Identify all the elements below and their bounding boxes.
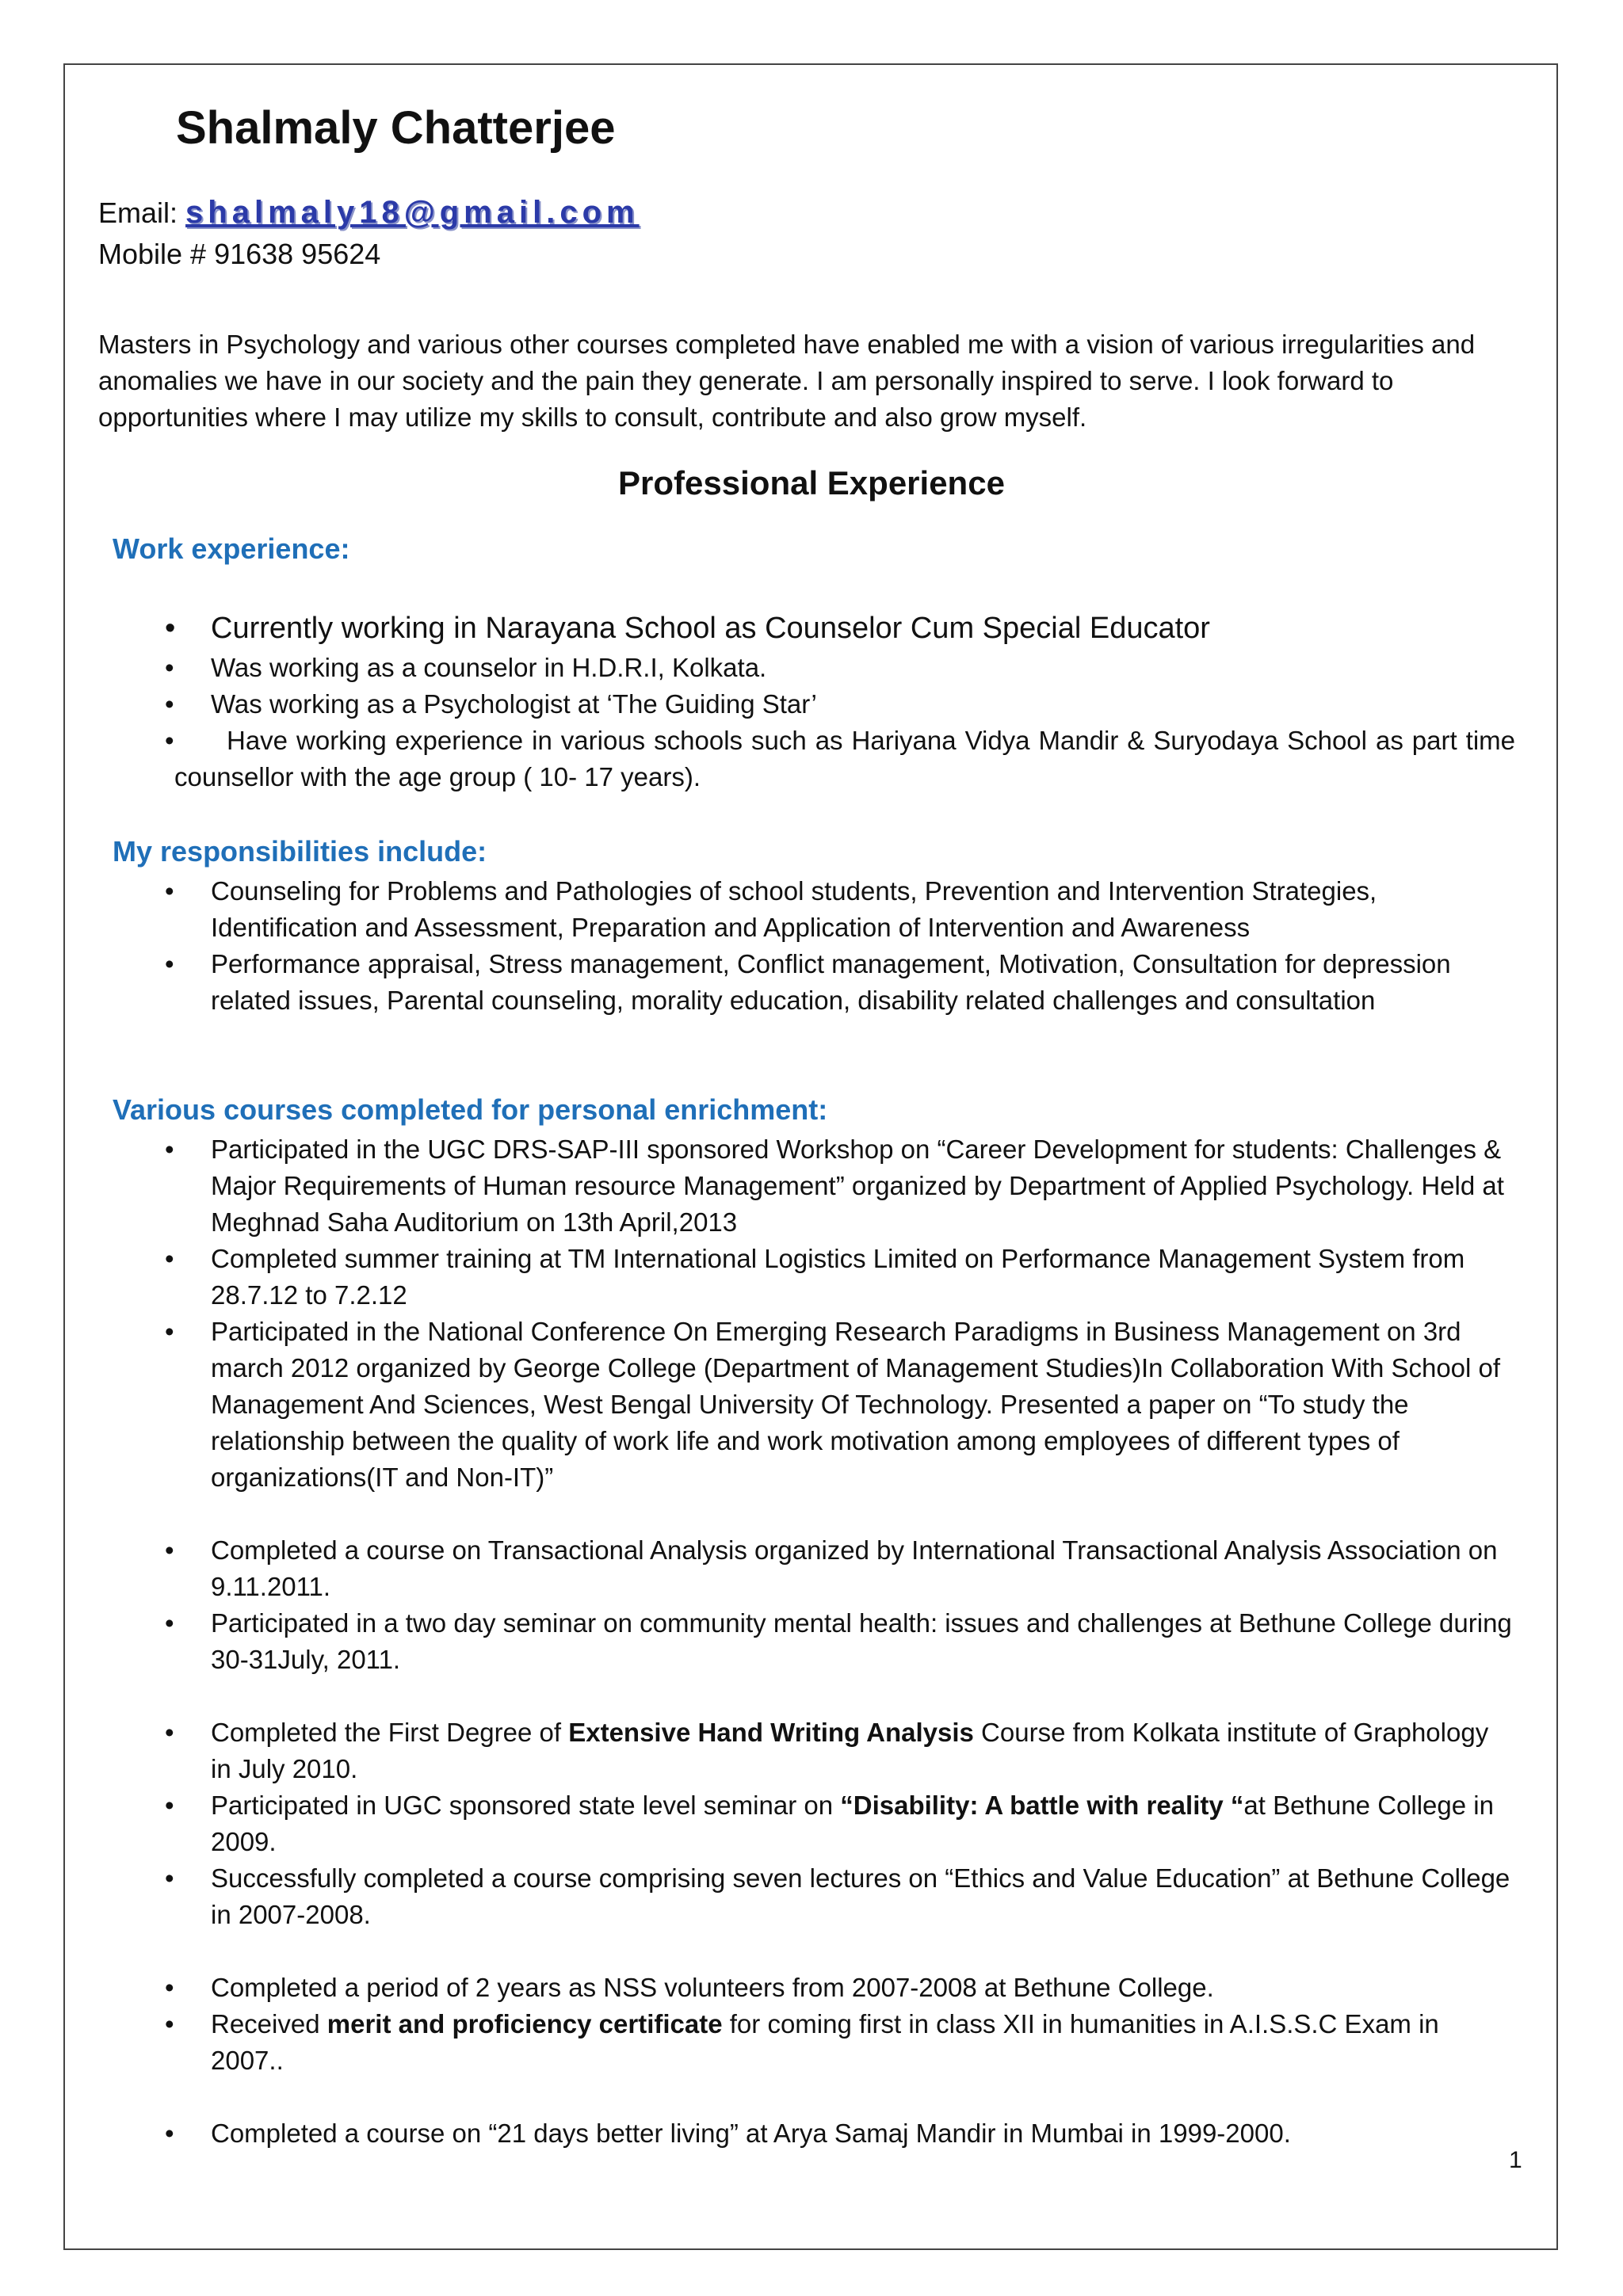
contact-block [98, 192, 640, 275]
courses-heading: Various courses completed for personal enrichment: [113, 1093, 828, 1126]
bullet-icon: • [165, 1863, 174, 1893]
bullet-icon: • [165, 1135, 174, 1164]
responsibilities-list [158, 873, 1515, 1019]
section-title-professional-experience: Professional Experience [618, 464, 1005, 502]
bullet-icon: • [165, 2009, 174, 2039]
bullet-icon: • [165, 653, 174, 682]
bullet-icon: • [165, 1608, 174, 1638]
email-line [98, 192, 640, 234]
list-item: • Was working as a counselor in H.D.R.I, Kolkata. [158, 650, 1515, 686]
list-item: • Completed a period of 2 years as NSS volunteers from 2007-2008 at Bethune College. [158, 1970, 1515, 2006]
list-item: • Participated in UGC sponsored state level seminar on “Disability: A battle with reality “at Bethune College in 2009. [158, 1787, 1515, 1860]
list-spacer [158, 1678, 1515, 1714]
list-item: • Participated in the National Conference On Emerging Research Paradigms in Business Management on 3rd march 2012 organized by George College (Department of Management Studies)In Collaboration With School of Management And Sciences, West Bengal University Of Technology. Presented a paper on “To study the relationship between the quality of work life and work motivation among employees of different types of organizations(IT and Non-IT)” [158, 1314, 1515, 1496]
list-item: • Have working experience in various schools such as Hariyana Vidya Mandir & Suryodaya School as part time counsellor with the age group ( 10- 17 years). [174, 723, 1515, 795]
bullet-icon: • [165, 949, 174, 978]
bullet-icon: • [165, 1973, 174, 2002]
email-link[interactable]: shalmaly18@gmail.com [185, 195, 640, 230]
bullet-icon: • [165, 1535, 174, 1565]
summary-paragraph: Masters in Psychology and various other courses completed have enabled me with a vision of various irregularities and anomalies we have in our society and the pain they generate. I am personally inspired to serve. I look forward to opportunities where I may utilize my skills to consult, contribute and also grow myself. [98, 330, 1476, 432]
list-item: • Participated in the UGC DRS-SAP-III sponsored Workshop on “Career Development for students: Challenges & Major Requirements of Human resource Management” organized by Department of Applied Psychology. Held at Meghnad Saha Auditorium on 13th April,2013 [158, 1131, 1515, 1241]
list-item: • Successfully completed a course comprising seven lectures on “Ethics and Value Education” at Bethune College in 2007-2008. [158, 1860, 1515, 1933]
courses-list [158, 1131, 1515, 2152]
bullet-icon: • [165, 876, 174, 906]
work-experience-list [158, 607, 1515, 795]
list-item: • Completed the First Degree of Extensive Hand Writing Analysis Course from Kolkata institute of Graphology in July 2010. [158, 1714, 1515, 1787]
bullet-icon: • [165, 1718, 174, 1747]
responsibilities-heading: My responsibilities include: [113, 835, 487, 868]
bullet-icon: • [165, 612, 176, 645]
list-spacer [158, 2079, 1515, 2115]
list-item: • Counseling for Problems and Pathologies of school students, Prevention and Intervention Strategies, Identification and Assessment, Preparation and Application of Intervention and Awareness [158, 873, 1515, 946]
list-item: • Was working as a Psychologist at ‘The Guiding Star’ [158, 686, 1515, 723]
list-item: • Completed a course on Transactional Analysis organized by International Transactional Analysis Association on 9.11.2011. [158, 1532, 1515, 1605]
bullet-icon: • [165, 689, 174, 719]
list-item: • Currently working in Narayana School as Counselor Cum Special Educator [158, 607, 1515, 650]
page-number: 1 [1509, 2147, 1522, 2173]
bullet-icon: • [165, 2119, 174, 2148]
list-item: • Performance appraisal, Stress management, Conflict management, Motivation, Consultation for depression related issues, Parental counseling, morality education, disability related challenges and consultation [158, 946, 1515, 1019]
bullet-icon: • [165, 726, 174, 755]
bullet-icon: • [165, 1791, 174, 1820]
candidate-name: Shalmaly Chatterjee [176, 102, 616, 154]
email-label: Email: [98, 196, 186, 229]
list-item: • Received merit and proficiency certificate for coming first in class XII in humanities in A.I.S.S.C Exam in 2007.. [158, 2006, 1515, 2079]
list-item: • Participated in a two day seminar on community mental health: issues and challenges at Bethune College during 30-31July, 2011. [158, 1605, 1515, 1678]
work-experience-heading: Work experience: [113, 532, 350, 565]
list-item: • Completed summer training at TM International Logistics Limited on Performance Management System from 28.7.12 to 7.2.12 [158, 1241, 1515, 1314]
bullet-icon: • [165, 1244, 174, 1273]
list-item: • Completed a course on “21 days better living” at Arya Samaj Mandir in Mumbai in 1999-2000. [158, 2115, 1515, 2152]
bullet-icon: • [165, 1317, 174, 1346]
list-spacer [158, 1496, 1515, 1532]
mobile-line: Mobile # 91638 95624 [98, 238, 381, 270]
list-spacer [158, 1933, 1515, 1970]
